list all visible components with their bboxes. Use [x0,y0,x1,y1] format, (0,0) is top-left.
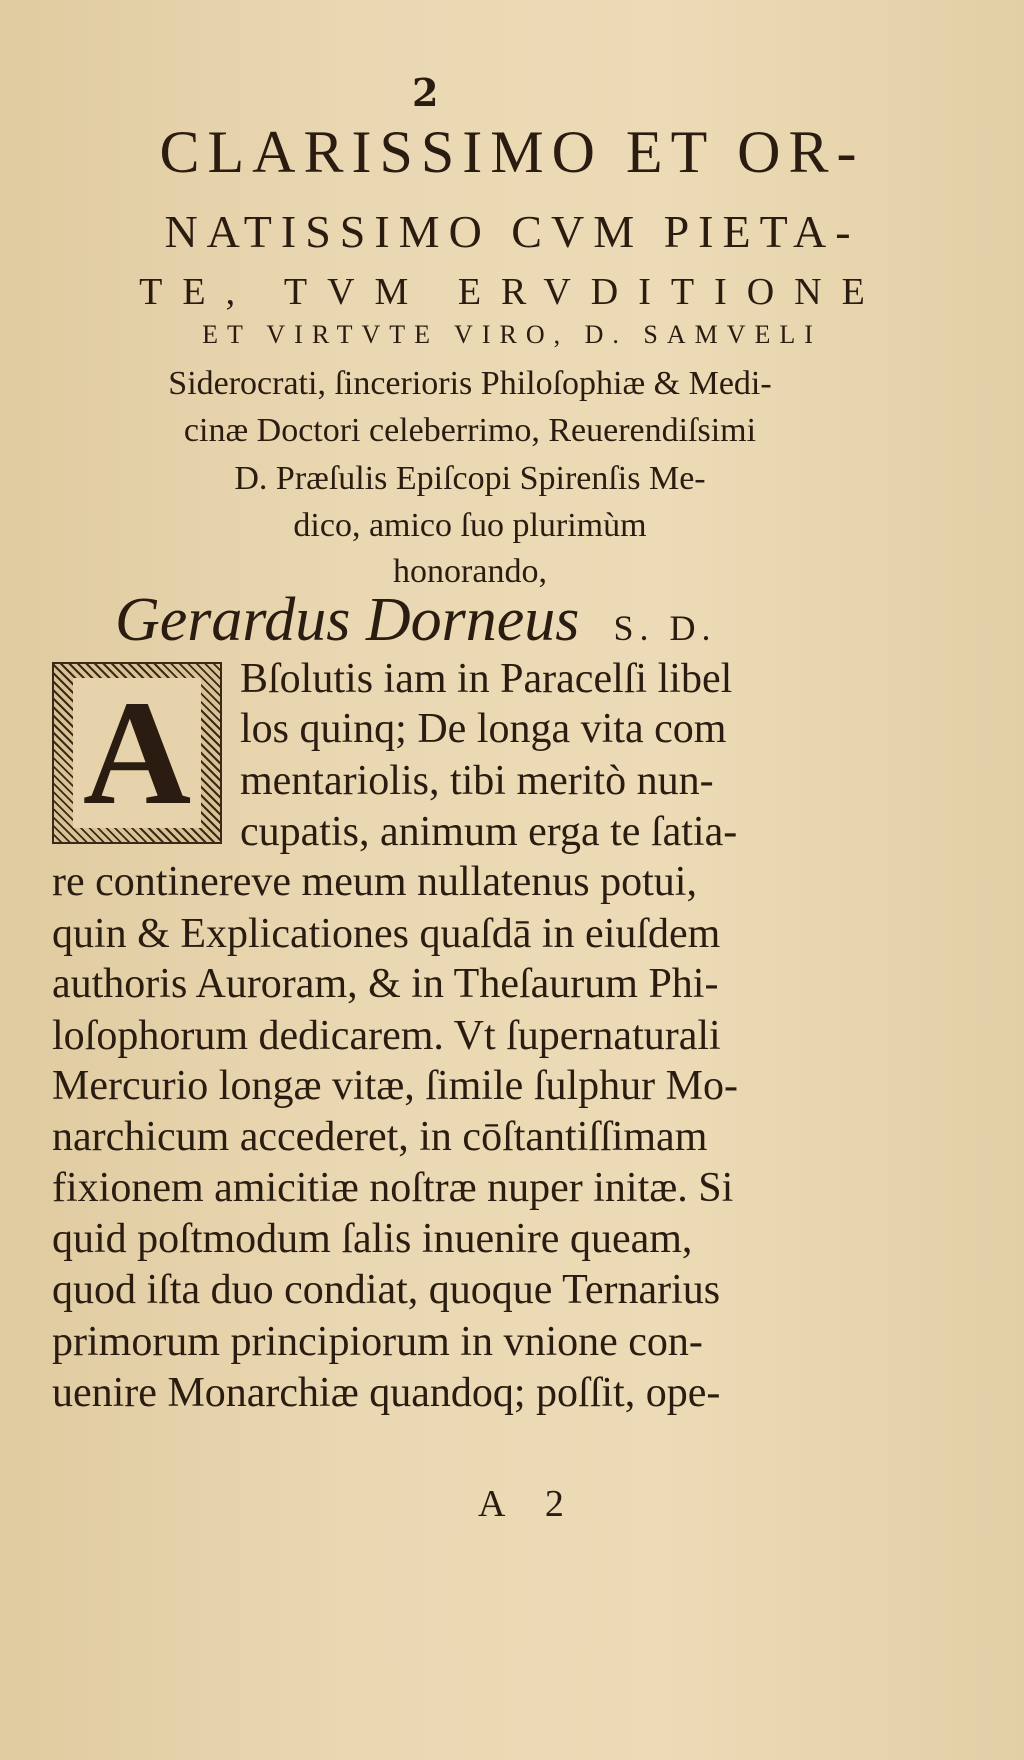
body-line-15: uenire Monarchiæ quandoq; poſſit, ope- [52,1370,721,1416]
decorated-initial [52,662,222,844]
dedication-line-2: cinæ Doctori celeberrimo, Reuerendiſsimi [183,412,757,449]
author-line [115,585,716,656]
body-line-8: loſophorum dedicarem. Vt ſupernaturali [52,1013,721,1059]
dedication-line-5: honorando, [393,553,547,590]
dedication-line-1: Siderocrati, ſincerioris Philoſophiæ & Medi- [168,365,772,402]
body-line-3: mentariolis, tibi meritò nun- [240,758,714,804]
author-name: Gerardus Dorneus [115,586,580,654]
body-line-14: primorum principiorum in vnione con- [52,1319,703,1365]
body-line-4: cupatis, animum erga te ſatia- [240,809,738,855]
body-line-5: re continereve meum nullatenus potui, [52,859,697,905]
initial-letter: A [73,678,201,828]
dedication-line-3: D. Præſulis Epiſcopi Spirenſis Me- [234,460,706,497]
body-line-6: quin & Explicationes quaſdā in eiuſdem [52,911,721,957]
body-line-11: fixionem amicitiæ noſtræ nuper initæ. Si [52,1165,734,1211]
page-number: 2 [412,70,439,115]
heading-line-3: TE, TVM ERVDITIONE [139,271,885,313]
signature-mark: A 2 [478,1483,580,1525]
body-line-1: Bſolutis iam in Paracelſi libel [240,656,733,702]
salutation-abbrev: S. D. [613,608,717,648]
body-line-13: quod iſta duo condiat, quoque Ternarius [52,1267,721,1313]
body-line-7: authoris Auroram, & in Theſaurum Phi- [52,961,719,1007]
dedication-line-4: dico, amico ſuo plurimùm [293,507,647,544]
heading-line-2: NATISSIMO CVM PIETA- [164,206,860,257]
body-line-10: narchicum accederet, in cōſtantiſſimam [52,1114,708,1160]
heading-line-4: ET VIRTVTE VIRO, D. SAMVELI [202,320,822,349]
heading-line-1: CLARISSIMO ET OR- [159,119,865,185]
body-line-12: quid poſtmodum ſalis inuenire queam, [52,1216,693,1262]
body-line-9: Mercurio longæ vitæ, ſimile ſulphur Mo- [52,1063,738,1109]
body-line-2: los quinq; De longa vita com [240,706,727,752]
